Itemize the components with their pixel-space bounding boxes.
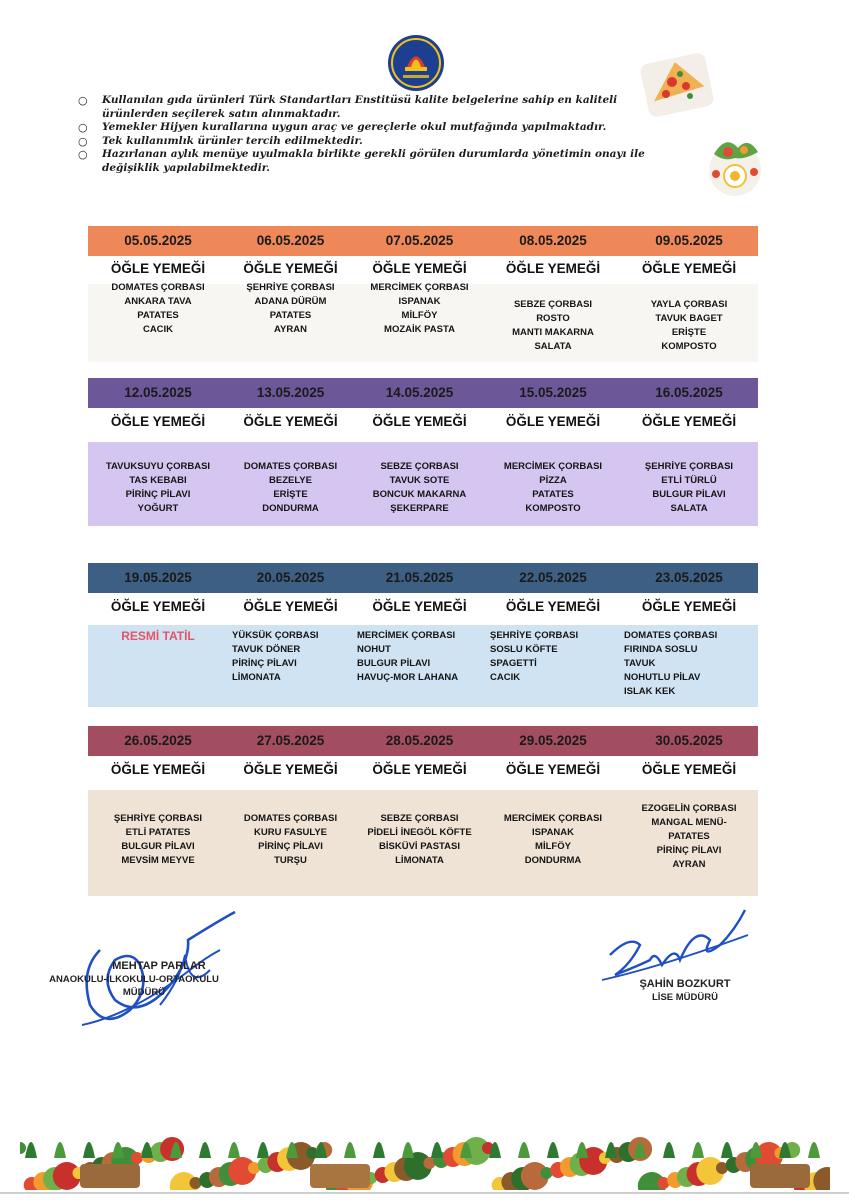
menu-item: ISPANAK xyxy=(531,827,575,838)
menu-items xyxy=(624,629,758,699)
menu-item: MERCİMEK ÇORBASI xyxy=(357,630,456,641)
menu-item: PİRİNÇ PİLAVI xyxy=(125,489,191,500)
menu-items xyxy=(88,629,228,643)
menu-item: PİRİNÇ PİLAVI xyxy=(656,845,722,856)
basket-shape xyxy=(750,1164,810,1188)
note-item: ○ Yemekler Hijyen kurallarına uygun araç ve gereçlerle okul mutfağında yapılmaktadır. xyxy=(78,121,607,134)
date-label: 06.05.2025 xyxy=(256,233,325,248)
meal-heading: ÖĞLE YEMEĞİ xyxy=(505,261,601,276)
menu-items xyxy=(88,460,228,516)
menu-item: DOMATES ÇORBASI xyxy=(243,813,338,824)
menu-item: PİZZA xyxy=(539,475,567,486)
date-label: 13.05.2025 xyxy=(256,385,325,400)
menu-item: ŞEHRİYE ÇORBASI xyxy=(113,813,203,824)
menu-item: AYRAN xyxy=(274,324,307,335)
menu-item: TURŞU xyxy=(274,855,307,866)
signer-role: ANAOKULU-İLKOKULU-ORTAOKULU xyxy=(49,974,219,985)
menu-item: KURU FASULYE xyxy=(253,827,328,838)
school-emblem-icon xyxy=(387,34,445,92)
menu-item: SPAGETTİ xyxy=(490,658,537,669)
menu-item: BULGUR PİLAVI xyxy=(121,841,195,852)
menu-item: ISLAK KEK xyxy=(624,686,676,697)
menu-item: TAVUK SOTE xyxy=(389,475,450,486)
menu-item: NOHUT xyxy=(357,644,391,655)
meal-heading: ÖĞLE YEMEĞİ xyxy=(505,414,601,429)
menu-item: KOMPOSTO xyxy=(525,503,581,514)
menu-items xyxy=(620,298,758,354)
menu-item: YÜKSÜK ÇORBASI xyxy=(232,630,319,641)
menu-item: ŞEHRİYE ÇORBASI xyxy=(490,630,579,641)
menu-items xyxy=(353,281,486,337)
menu-items xyxy=(486,298,620,354)
meal-heading: ÖĞLE YEMEĞİ xyxy=(110,762,206,777)
meal-heading: ÖĞLE YEMEĞİ xyxy=(641,261,737,276)
note-item: ○ Kullanılan gıda ürünleri Türk Standartları Enstitüsü kalite belgelerine sahip en kaliteli ürünlerden seçilerek satın alınmaktadır. xyxy=(78,94,618,120)
meal-heading: ÖĞLE YEMEĞİ xyxy=(641,414,737,429)
menu-item: TAVUK BAGET xyxy=(655,313,723,324)
date-label: 20.05.2025 xyxy=(256,570,325,585)
menu-item: BİSKÜVİ PASTASI xyxy=(379,841,460,852)
menu-item: YAYLA ÇORBASI xyxy=(650,299,728,310)
menu-item: ERİŞTE xyxy=(671,327,707,338)
basket-shape xyxy=(80,1164,140,1188)
menu-items xyxy=(357,629,486,685)
menu-item: LİMONATA xyxy=(395,855,444,866)
menu-item: EZOGELİN ÇORBASI xyxy=(641,803,737,814)
meal-heading: ÖĞLE YEMEĞİ xyxy=(372,762,467,777)
menu-item: FIRINDA SOSLU xyxy=(624,644,698,655)
menu-item: MOZAİK PASTA xyxy=(384,324,455,335)
meal-heading: ÖĞLE YEMEĞİ xyxy=(505,762,601,777)
menu-item: MANTI MAKARNA xyxy=(512,327,594,338)
menu-item: MERCİMEK ÇORBASI xyxy=(503,813,603,824)
meal-heading: ÖĞLE YEMEĞİ xyxy=(243,599,338,614)
menu-item: TAVUK DÖNER xyxy=(232,644,301,655)
menu-item: PİRİNÇ PİLAVI xyxy=(258,841,323,852)
vegetables-border-icon xyxy=(20,1118,830,1190)
menu-items xyxy=(353,812,486,868)
menu-item: BULGUR PİLAVI xyxy=(652,489,726,500)
meal-heading: ÖĞLE YEMEĞİ xyxy=(372,261,467,276)
signature-left xyxy=(24,960,244,998)
menu-items xyxy=(88,812,228,868)
menu-item: PİRİNÇ PİLAVI xyxy=(232,658,297,669)
menu-item: TAVUKSUYU ÇORBASI xyxy=(105,461,211,472)
menu-item: ETLİ PATATES xyxy=(125,827,191,838)
menu-item: MEVSİM MEYVE xyxy=(121,855,195,866)
date-label: 21.05.2025 xyxy=(385,570,454,585)
signer-role: MÜDÜRÜ xyxy=(122,987,166,998)
menu-item: SEBZE ÇORBASI xyxy=(380,461,459,472)
menu-item: ISPANAK xyxy=(398,296,441,307)
week-block xyxy=(88,726,758,896)
menu-items xyxy=(88,281,228,337)
menu-items xyxy=(353,460,486,516)
date-label: 28.05.2025 xyxy=(385,733,454,748)
menu-items xyxy=(620,802,758,872)
date-label: 07.05.2025 xyxy=(385,233,454,248)
info-notes xyxy=(78,94,658,175)
meal-heading: ÖĞLE YEMEĞİ xyxy=(641,599,737,614)
menu-item: ŞEKERPARE xyxy=(390,503,449,514)
menu-items xyxy=(228,460,353,516)
menu-item: ŞEHRİYE ÇORBASI xyxy=(644,461,734,472)
date-label: 16.05.2025 xyxy=(655,385,723,400)
menu-item: DOMATES ÇORBASI xyxy=(243,461,338,472)
menu-item: PATATES xyxy=(668,831,710,842)
meal-heading: ÖĞLE YEMEĞİ xyxy=(372,414,467,429)
week-block xyxy=(88,378,758,526)
menu-item: NOHUTLU PİLAV xyxy=(624,672,701,683)
date-label: 15.05.2025 xyxy=(519,385,587,400)
week-block xyxy=(88,226,758,362)
date-label: 19.05.2025 xyxy=(124,570,192,585)
date-label: 09.05.2025 xyxy=(655,233,723,248)
menu-item: PATATES xyxy=(532,489,574,500)
menu-item: CACIK xyxy=(142,324,174,335)
week-block xyxy=(88,563,758,707)
footer-divider xyxy=(0,1192,849,1194)
menu-item: SOSLU KÖFTE xyxy=(490,644,558,655)
menu-item: TAVUK xyxy=(624,658,656,669)
holiday-label: RESMİ TATİL xyxy=(121,629,195,643)
menu-items xyxy=(486,460,620,516)
date-label: 26.05.2025 xyxy=(124,733,192,748)
date-label: 12.05.2025 xyxy=(124,385,192,400)
note-item: ○ Tek kullanımlık ürünler tercih edilmektedir. xyxy=(78,134,363,148)
menu-item: PİDELİ İNEGÖL KÖFTE xyxy=(367,827,472,838)
meal-heading: ÖĞLE YEMEĞİ xyxy=(641,762,737,777)
meal-heading: ÖĞLE YEMEĞİ xyxy=(372,599,467,614)
signer-name: MEHTAP PARLAR xyxy=(112,960,206,972)
menu-item: ADANA DÜRÜM xyxy=(254,296,327,307)
menu-item: MERCİMEK ÇORBASI xyxy=(503,461,603,472)
meal-heading: ÖĞLE YEMEĞİ xyxy=(243,414,338,429)
menu-item: DONDURMA xyxy=(262,503,319,514)
menu-items xyxy=(228,281,353,337)
menu-item: ROSTO xyxy=(536,313,570,324)
menu-item: TAS KEBABI xyxy=(129,475,187,486)
menu-items xyxy=(620,460,758,516)
menu-item: SALATA xyxy=(670,503,708,514)
menu-items xyxy=(486,812,620,868)
meal-heading: ÖĞLE YEMEĞİ xyxy=(505,599,601,614)
date-label: 30.05.2025 xyxy=(655,733,723,748)
date-label: 14.05.2025 xyxy=(385,385,454,400)
menu-item: BULGUR PİLAVI xyxy=(357,658,431,669)
menu-item: KOMPOSTO xyxy=(661,341,717,352)
menu-item: SEBZE ÇORBASI xyxy=(380,813,459,824)
date-label: 27.05.2025 xyxy=(256,733,325,748)
menu-item: LİMONATA xyxy=(232,672,281,683)
date-label: 22.05.2025 xyxy=(519,570,587,585)
meal-heading: ÖĞLE YEMEĞİ xyxy=(110,261,206,276)
meal-heading: ÖĞLE YEMEĞİ xyxy=(243,762,338,777)
menu-item: YOĞURT xyxy=(137,503,179,514)
menu-item: DONDURMA xyxy=(524,855,582,866)
menu-item: MERCİMEK ÇORBASI xyxy=(370,282,469,293)
menu-item: MANGAL MENÜ- xyxy=(651,817,727,828)
date-label: 29.05.2025 xyxy=(519,733,587,748)
note-item: ○ Hazırlanan aylık menüye uyulmakla birlikte gerekli görülen durumlarda yönetimin onayı ile değişiklik yapılabilmektedir. xyxy=(78,148,645,174)
menu-item: DOMATES ÇORBASI xyxy=(111,282,205,293)
menu-item: MİLFÖY xyxy=(401,310,438,321)
date-label: 05.05.2025 xyxy=(124,233,192,248)
signer-name: ŞAHİN BOZKURT xyxy=(639,978,731,990)
signer-role: LİSE MÜDÜRÜ xyxy=(652,992,718,1003)
menu-item: SEBZE ÇORBASI xyxy=(513,299,593,310)
menu-item: AYRAN xyxy=(672,859,706,870)
menu-items xyxy=(228,812,353,868)
salad-plate-icon xyxy=(704,130,766,200)
meal-heading: ÖĞLE YEMEĞİ xyxy=(110,414,206,429)
menu-items xyxy=(490,629,620,685)
menu-item: BONCUK MAKARNA xyxy=(372,489,467,500)
basket-shape xyxy=(310,1164,370,1188)
meal-heading: ÖĞLE YEMEĞİ xyxy=(243,261,338,276)
menu-item: ERİŞTE xyxy=(273,489,308,500)
menu-item: PATATES xyxy=(269,310,312,321)
menu-item: DOMATES ÇORBASI xyxy=(624,630,718,641)
menu-item: ŞEHRİYE ÇORBASI xyxy=(246,282,335,293)
signature-right xyxy=(600,978,770,1003)
meal-heading: ÖĞLE YEMEĞİ xyxy=(110,599,206,614)
menu-item: ANKARA TAVA xyxy=(124,296,192,307)
date-label: 23.05.2025 xyxy=(655,570,723,585)
menu-item: CACIK xyxy=(490,672,521,683)
date-label: 08.05.2025 xyxy=(519,233,587,248)
menu-item: ETLİ TÜRLÜ xyxy=(661,475,717,486)
menu-item: PATATES xyxy=(137,310,179,321)
menu-item: SALATA xyxy=(534,341,572,352)
menu-item: MİLFÖY xyxy=(535,841,571,852)
menu-item: HAVUÇ-MOR LAHANA xyxy=(357,672,459,683)
menu-item: BEZELYE xyxy=(269,475,312,486)
menu-items xyxy=(232,629,353,685)
